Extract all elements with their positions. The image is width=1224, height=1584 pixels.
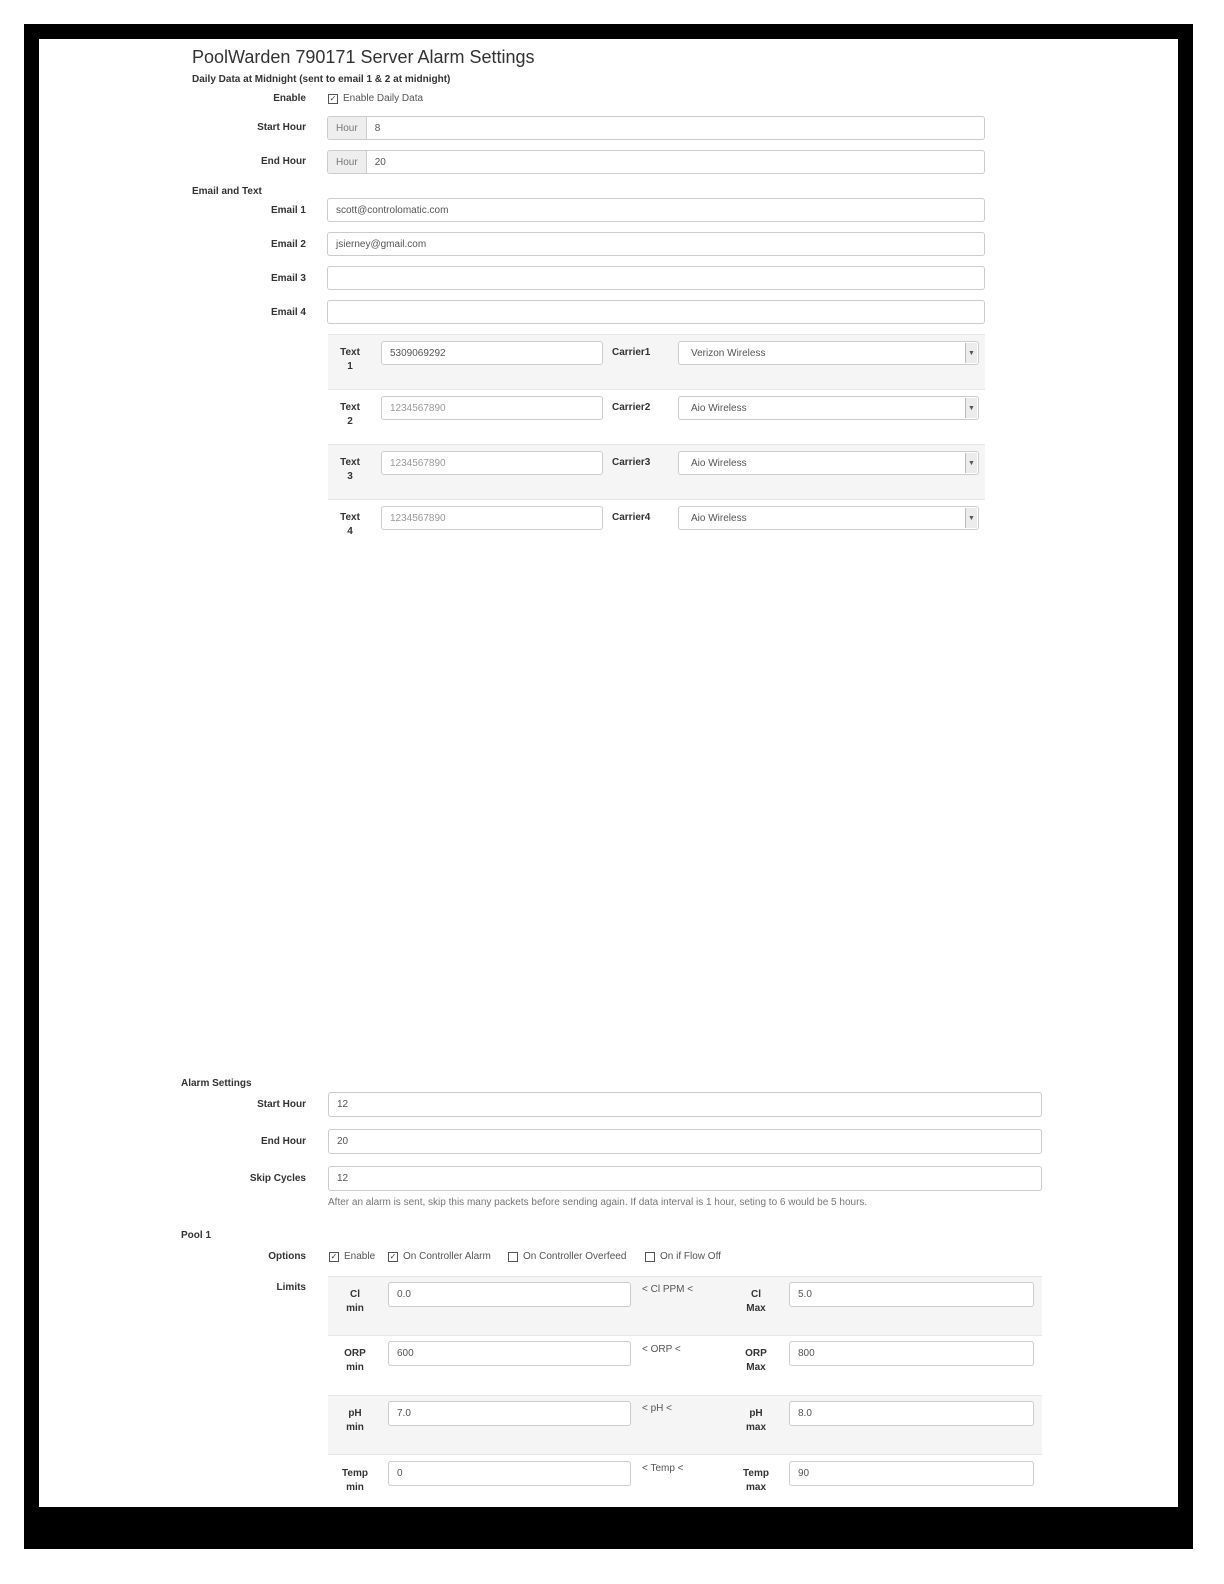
skip-cycles-help: After an alarm is sent, skip this many packets before sending again. If data interval is 1 hour, seting to 6 would be 5 hours. xyxy=(328,1197,868,1208)
orp-min-input[interactable]: 600 xyxy=(388,1341,631,1366)
carrier-2-select[interactable] xyxy=(678,396,979,420)
end-hour-label: End Hour xyxy=(261,156,306,167)
alarm-end-hour-label: End Hour xyxy=(261,1136,306,1147)
alarm-start-hour-label: Start Hour xyxy=(257,1099,306,1110)
temp-max-label: Temp max xyxy=(743,1468,769,1493)
start-hour-label: Start Hour xyxy=(257,122,306,133)
cl-min-label: Cl min xyxy=(346,1289,364,1314)
option-enable-checkbox[interactable] xyxy=(329,1251,375,1262)
email-3-input[interactable] xyxy=(327,266,985,290)
ph-max-input[interactable]: 8.0 xyxy=(789,1401,1034,1426)
ph-max-label: pH max xyxy=(745,1408,766,1433)
enable-label: Enable xyxy=(273,93,306,104)
daily-heading: Daily Data at Midnight (sent to email 1 & 2 at midnight) xyxy=(192,74,451,85)
text-1-label: Text 1 xyxy=(340,347,360,372)
email-4-input[interactable] xyxy=(327,300,985,324)
email-1-input[interactable]: scott@controlomatic.com xyxy=(327,198,985,222)
limits-label: Limits xyxy=(276,1282,306,1293)
checkbox-empty-icon xyxy=(645,1252,655,1262)
ph-min-input[interactable]: 7.0 xyxy=(388,1401,631,1426)
alarm-heading: Alarm Settings xyxy=(181,1078,252,1089)
text-4-input[interactable]: 1234567890 xyxy=(381,506,603,530)
check-icon: ✓ xyxy=(330,1251,338,1261)
text-3-input[interactable]: 1234567890 xyxy=(381,451,603,475)
cl-range-label: < Cl PPM < xyxy=(642,1284,694,1295)
email-2-input[interactable]: jsierney@gmail.com xyxy=(327,232,985,256)
alarm-start-hour-input[interactable]: 12 xyxy=(328,1092,1042,1117)
daily-end-hour-input[interactable] xyxy=(327,150,985,174)
email-1-label: Email 1 xyxy=(270,205,306,216)
hour-addon: Hour xyxy=(328,151,367,173)
orp-min-label: ORP min xyxy=(344,1348,366,1373)
option-controller-overfeed-label: On Controller Overfeed xyxy=(523,1251,627,1262)
checkbox-empty-icon xyxy=(508,1252,518,1262)
enable-daily-label: Enable Daily Data xyxy=(343,93,424,104)
daily-end-hour-value: 20 xyxy=(374,156,386,168)
option-controller-alarm-label: On Controller Alarm xyxy=(403,1251,491,1262)
text-2-label: Text 2 xyxy=(340,402,360,427)
text-4-label: Text 4 xyxy=(340,512,360,537)
chevron-down-icon: ▼ xyxy=(965,508,977,528)
carrier-3-label: Carrier3 xyxy=(612,457,651,468)
skip-cycles-label: Skip Cycles xyxy=(249,1173,306,1184)
temp-min-input[interactable]: 0 xyxy=(388,1461,631,1486)
temp-max-input[interactable]: 90 xyxy=(789,1461,1034,1486)
limit-row-divider xyxy=(328,1335,1042,1336)
page-title: PoolWarden 790171 Server Alarm Settings xyxy=(192,47,535,67)
temp-range-label: < Temp < xyxy=(642,1463,684,1474)
email-2-label: Email 2 xyxy=(270,239,306,250)
text-row-divider xyxy=(328,389,985,390)
carrier-1-label: Carrier1 xyxy=(612,347,651,358)
option-flow-off-label: On if Flow Off xyxy=(660,1251,721,1262)
email-4-label: Email 4 xyxy=(270,307,306,318)
daily-start-hour-value: 8 xyxy=(374,122,381,134)
option-enable-label: Enable xyxy=(344,1251,376,1262)
email-text-heading: Email and Text xyxy=(192,186,262,197)
daily-start-hour-input[interactable] xyxy=(327,116,985,140)
check-icon: ✓ xyxy=(329,93,337,103)
carrier-2-label: Carrier2 xyxy=(612,402,651,413)
orp-range-label: < ORP < xyxy=(642,1344,681,1355)
ph-min-label: pH min xyxy=(346,1408,364,1433)
text-1-input[interactable]: 5309069292 xyxy=(381,341,603,365)
check-icon: ✓ xyxy=(389,1251,397,1261)
option-flow-off-checkbox[interactable] xyxy=(645,1251,721,1262)
chevron-down-icon: ▼ xyxy=(965,453,977,473)
skip-cycles-input[interactable]: 12 xyxy=(328,1166,1042,1191)
chevron-down-icon: ▼ xyxy=(965,398,977,418)
cl-max-label: Cl Max xyxy=(746,1289,766,1314)
carrier-3-value: Aio Wireless xyxy=(691,457,747,469)
enable-daily-checkbox[interactable] xyxy=(328,93,423,104)
cl-max-input[interactable]: 5.0 xyxy=(789,1282,1034,1307)
option-controller-overfeed-checkbox[interactable] xyxy=(508,1251,626,1262)
carrier-1-value: Verizon Wireless xyxy=(691,347,766,359)
email-3-label: Email 3 xyxy=(270,273,306,284)
limit-row-divider xyxy=(328,1454,1042,1455)
chevron-down-icon: ▼ xyxy=(965,343,977,363)
orp-max-label: ORP Max xyxy=(745,1348,767,1373)
pool1-heading: Pool 1 xyxy=(181,1230,212,1241)
carrier-4-value: Aio Wireless xyxy=(691,512,747,524)
carrier-4-label: Carrier4 xyxy=(612,512,651,523)
cl-min-input[interactable]: 0.0 xyxy=(388,1282,631,1307)
option-controller-alarm-checkbox[interactable] xyxy=(388,1251,491,1262)
temp-min-label: Temp min xyxy=(342,1468,368,1493)
orp-max-input[interactable]: 800 xyxy=(789,1341,1034,1366)
text-row-divider xyxy=(328,499,985,500)
carrier-2-value: Aio Wireless xyxy=(691,402,747,414)
hour-addon: Hour xyxy=(328,117,367,139)
text-3-label: Text 3 xyxy=(340,457,360,482)
options-label: Options xyxy=(268,1251,306,1262)
carrier-3-select[interactable] xyxy=(678,451,979,475)
ph-range-label: < pH < xyxy=(642,1403,673,1414)
text-2-input[interactable]: 1234567890 xyxy=(381,396,603,420)
carrier-1-select[interactable] xyxy=(678,341,979,365)
carrier-4-select[interactable] xyxy=(678,506,979,530)
alarm-end-hour-input[interactable]: 20 xyxy=(328,1129,1042,1154)
